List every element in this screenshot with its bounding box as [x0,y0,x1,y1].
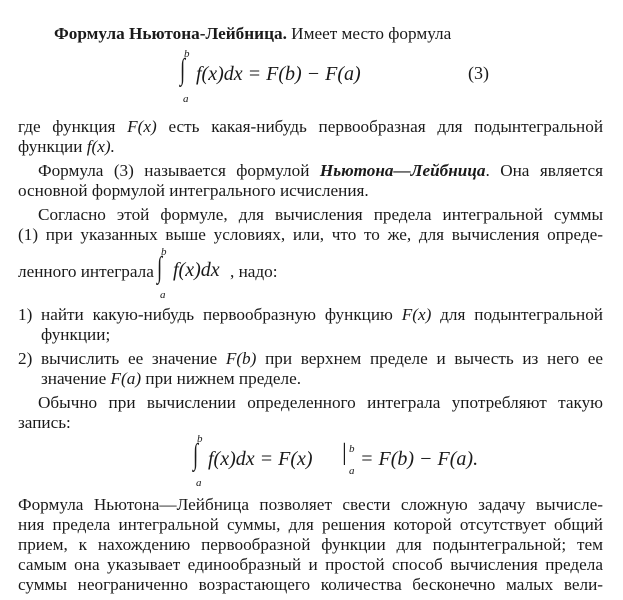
text-span: Формула (3) называется формулой [38,161,310,180]
bar-lower-limit: a [349,465,355,477]
heading-title: Формула Ньютона-Лейбница. [54,24,287,43]
integral-lower-limit: a [196,477,202,489]
equation-number: (3) [468,63,489,83]
list-number: 1) [18,305,33,324]
list-item-line-2: функции; [41,325,111,344]
inline-integral-body: f(x)dx [173,259,220,281]
integral-sign: ∫ [180,53,186,86]
paragraph-4-line-1: Обычно при вычислении определенного интеграла употребляют такую [38,393,603,412]
evaluation-bar: | [342,440,347,466]
text-span: при нижнем пределе. [145,369,302,388]
text-span: вычислить ее значение [41,349,218,368]
paragraph-2-line-2: основной формулой интегрального исчисления. [18,181,369,200]
formula-span: F(x) [401,305,432,324]
section-heading [54,24,451,44]
text-span: . Она является [485,161,604,180]
inline-integral-upper-limit: b [161,246,167,258]
paragraph-5-line-4: самым она указывает единообразный и простой способ вычисления предела [18,555,603,574]
list-number: 2) [18,349,33,368]
text-span: ленного интеграла [18,262,154,281]
bar-upper-limit: b [349,443,355,455]
list-item-line-2 [41,369,603,389]
integral-sign: ∫ [193,438,199,471]
integral-upper-limit: b [184,48,190,60]
paragraph-1-line-1 [18,117,603,137]
paragraph-5-line-1: Формула Ньютона—Лейбница позволяет свести сложную задачу вычисле- [18,495,603,514]
equation-4-left: f(x)dx = F(x) [208,448,313,470]
paragraph-1-line-2 [18,137,603,157]
integral-upper-limit: b [197,433,203,445]
paragraph-3-line-2: (1) при указанных выше условиях, или, что то же, для вычисления опреде- [18,225,603,244]
text-span: функции [18,137,83,156]
paragraph-4-line-2: запись: [18,413,71,432]
formula-span: F(x) [127,117,157,136]
text-span: где функция [18,117,116,136]
list-item-line-1 [41,305,603,325]
text-span: найти какую-нибудь первообразную функцию [41,305,393,324]
paragraph-5-line-2: ния предела интегральной суммы, для решения которой отсутствует общий [18,515,603,534]
emphasized-name: Ньютона—Лейбница [319,161,486,180]
paragraph-2-line-1 [38,161,603,181]
heading-rest: Имеет место формула [291,24,452,43]
formula-span: F(a) [110,369,142,388]
text-span: для подынтегральной [440,305,603,324]
text-span: значение [41,369,107,388]
formula-span: f(x). [86,137,115,156]
equation-4-right: = F(b) − F(a). [360,448,479,470]
equation-3-body: f(x)dx = F(b) − F(a) [196,63,361,85]
text-span: есть какая-нибудь первообразная для подынтегральной [168,117,604,136]
paragraph-3-line-1: Согласно этой формуле, для вычисления предела интегральной суммы [38,205,603,224]
inline-integral-sign: ∫ [157,251,163,284]
paragraph-5-line-3: прием, к нахождению первообразной функции для подынтегральной; тем [18,535,603,554]
integral-lower-limit: a [183,93,189,105]
inline-integral-lower-limit: a [160,289,166,301]
list-item-line-1 [41,349,603,369]
paragraph-5-line-5: суммы неограниченно возрастающего количества бесконечно малых вели- [18,575,603,594]
formula-span: F(b) [225,349,257,368]
text-span: , надо: [230,262,278,281]
text-span: при верхнем пределе и вычесть из него ее [265,349,604,368]
